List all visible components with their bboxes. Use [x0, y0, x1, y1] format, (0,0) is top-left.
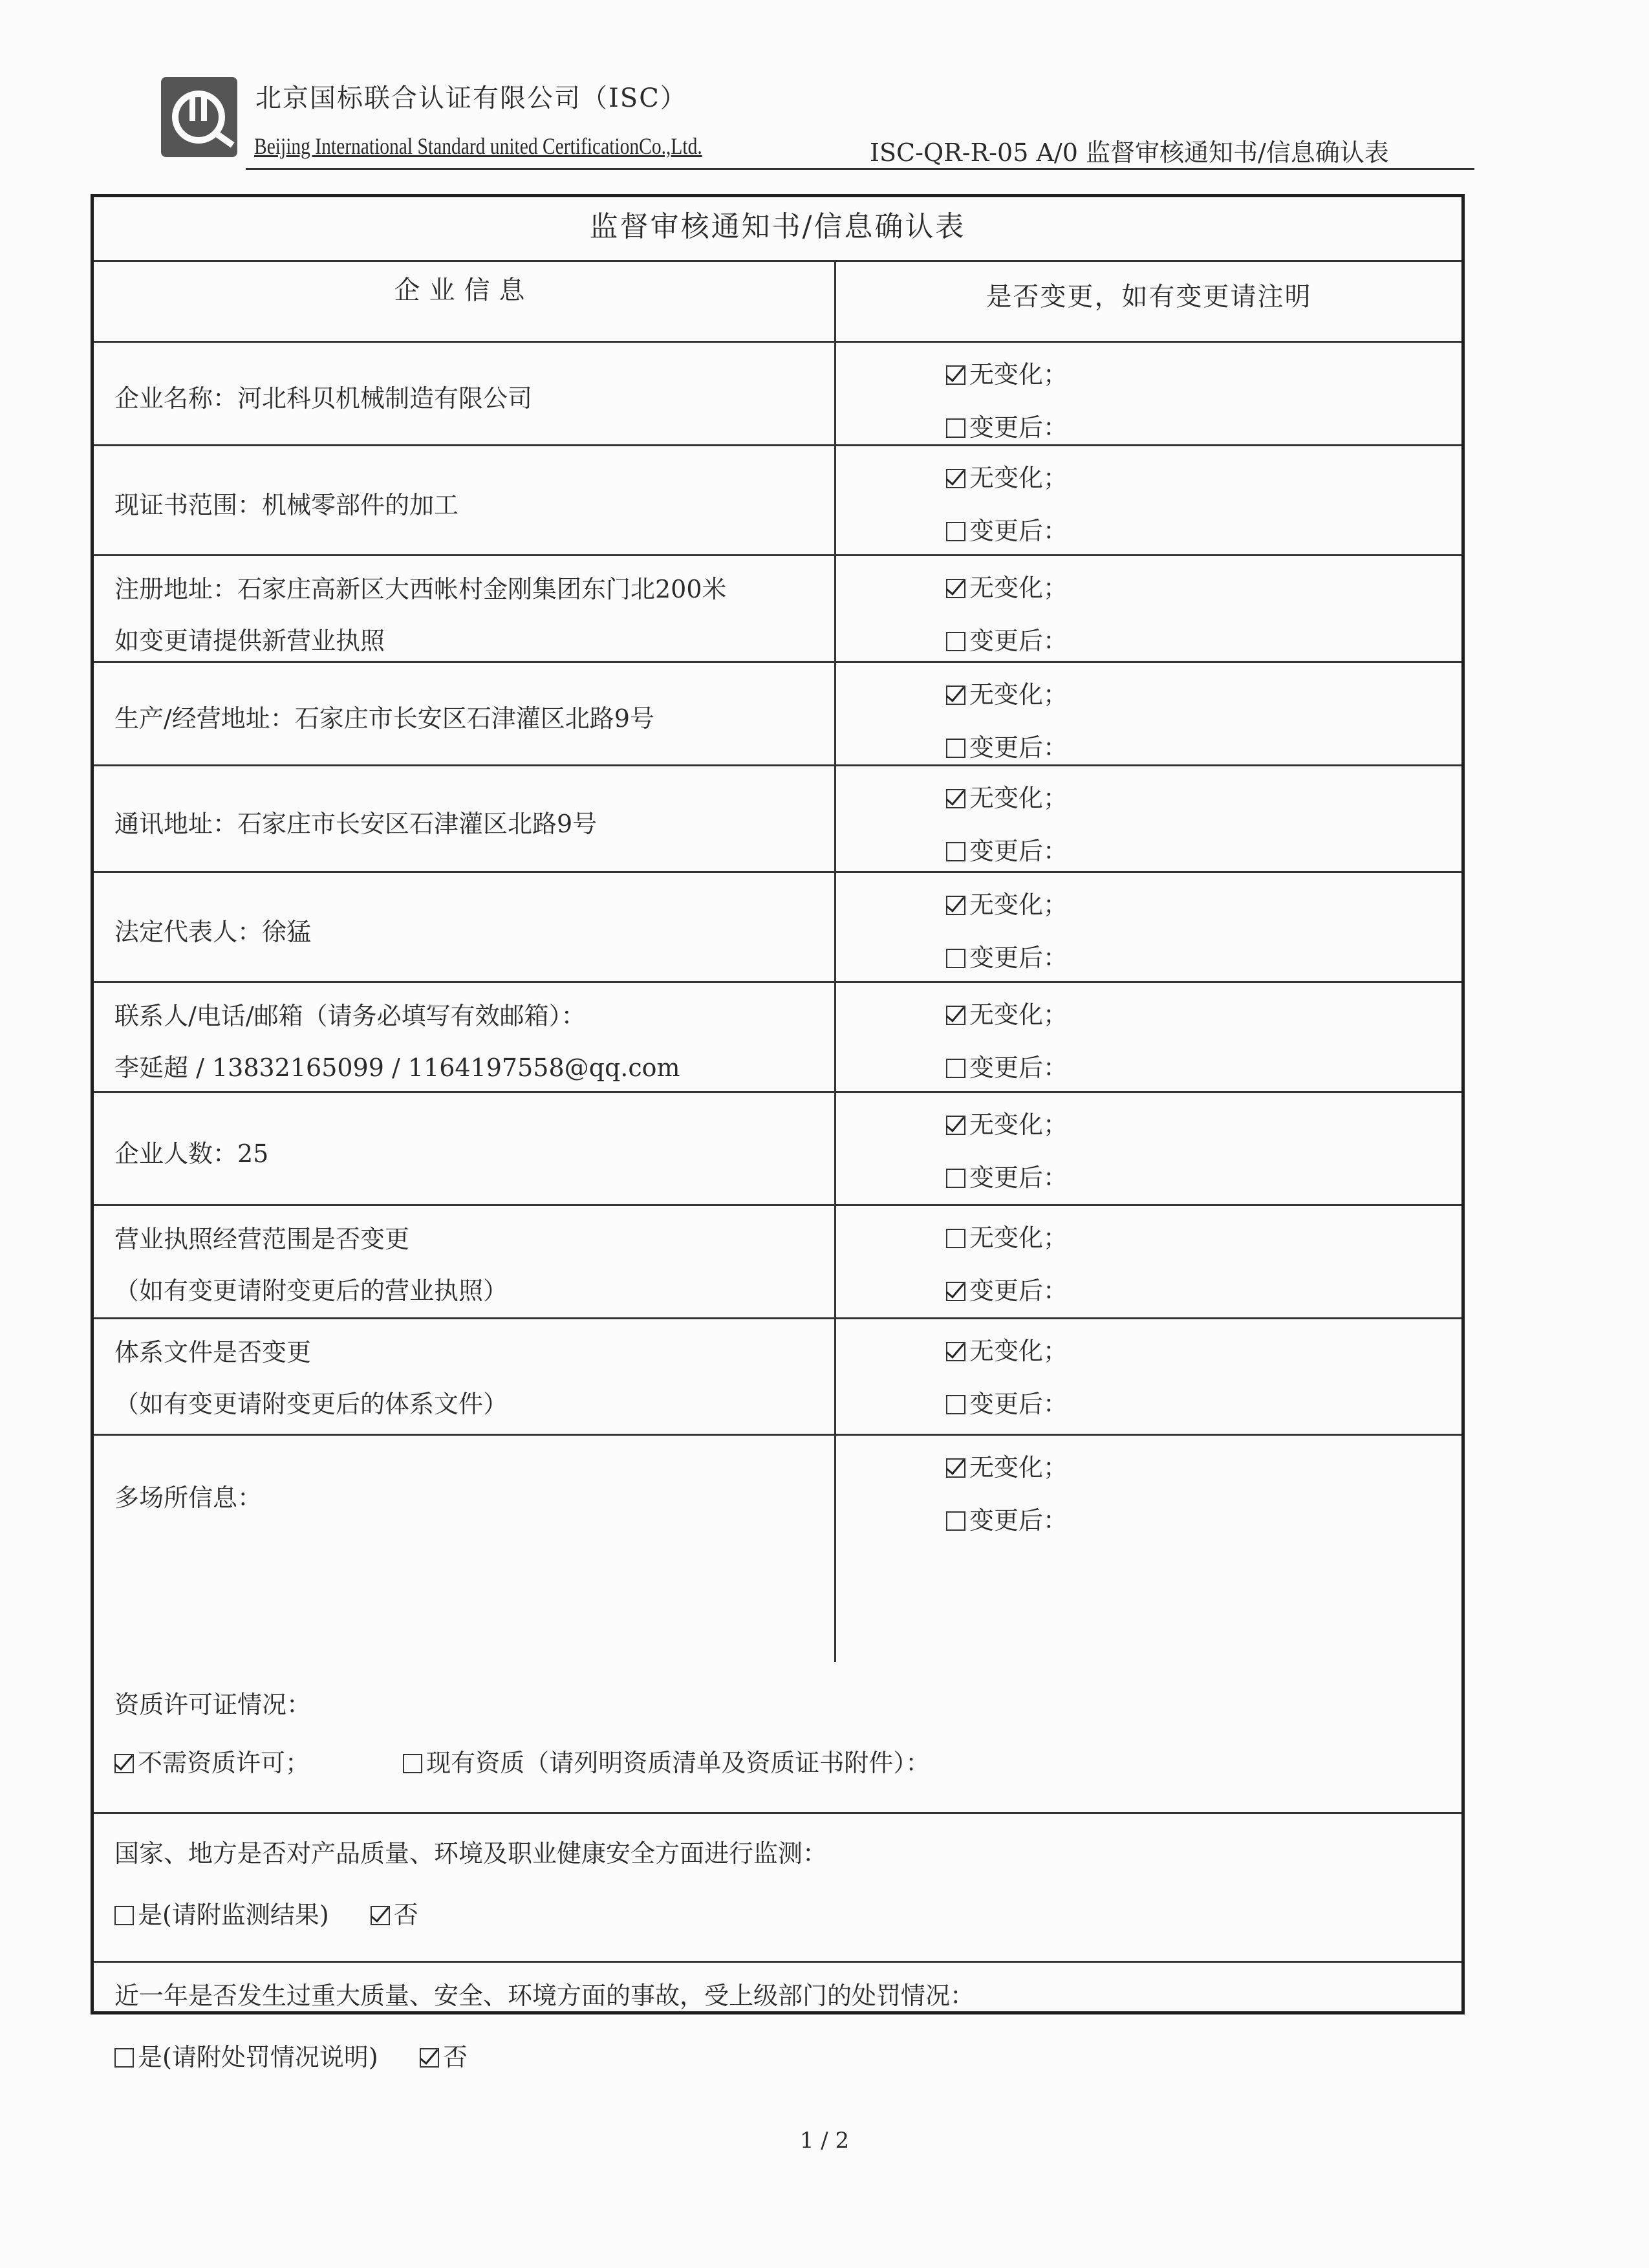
checkbox-icon: [946, 522, 965, 541]
checkbox-icon: [946, 1229, 965, 1248]
info-label: 注册地址：石家庄高新区大西帐村金刚集团东门北200米: [114, 575, 727, 603]
checkbox-icon: [946, 686, 965, 705]
checkbox-icon: [946, 1059, 965, 1078]
info-row: [94, 766, 1461, 873]
no-change-option[interactable]: 无变化；: [946, 568, 1068, 603]
changed-option[interactable]: 变更后：: [946, 511, 1068, 546]
no-change-option[interactable]: 无变化；: [946, 1331, 1068, 1366]
changed-option[interactable]: 变更后：: [946, 1500, 1068, 1536]
info-label-cell: [94, 663, 834, 764]
info-label-cell: [94, 1206, 834, 1317]
change-status-cell: [836, 1319, 1461, 1434]
info-label-cell: [94, 1093, 834, 1204]
checkbox-checked-icon: [420, 2048, 439, 2068]
info-label-cell: [94, 873, 834, 981]
info-row: [94, 1436, 1461, 1552]
checkbox-icon: [946, 842, 965, 861]
checkbox-icon: [946, 1282, 965, 1301]
no-change-option[interactable]: 无变化；: [946, 1447, 1068, 1483]
no-change-option[interactable]: 无变化；: [946, 885, 1068, 920]
has-qualification-checkbox[interactable]: 现有资质（请列明资质清单及资质证书附件）：: [403, 1749, 930, 1777]
changed-option[interactable]: 变更后：: [946, 1048, 1068, 1083]
change-status-cell: [836, 1093, 1461, 1204]
change-status-cell: [836, 983, 1461, 1091]
right-header-cell: [836, 262, 1461, 341]
changed-option[interactable]: 变更后：: [946, 621, 1068, 656]
info-row: [94, 1319, 1461, 1436]
accident-yes-checkbox[interactable]: 是(请附处罚情况说明): [114, 2043, 378, 2071]
checkbox-icon: [946, 739, 965, 758]
checkbox-icon: [946, 789, 965, 808]
no-qualification-checkbox[interactable]: 不需资质许可；: [114, 1749, 310, 1777]
info-label: 营业执照经营范围是否变更: [114, 1225, 410, 1253]
confirmation-form: [91, 194, 1465, 2071]
monitoring-yes-checkbox[interactable]: 是(请附监测结果): [114, 1901, 329, 1929]
form-title: 监督审核通知书/信息确认表: [94, 197, 1461, 262]
change-status-cell: [836, 1206, 1461, 1317]
info-label-cell: [94, 766, 834, 871]
monitoring-section: [94, 1814, 1461, 1963]
no-change-option[interactable]: 无变化；: [946, 995, 1068, 1030]
checkbox-icon: [946, 1511, 965, 1531]
checkbox-checked-icon: [114, 1754, 134, 1773]
info-label: 企业名称：河北科贝机械制造有限公司: [114, 384, 533, 413]
info-label: 企业人数：25: [114, 1139, 269, 1168]
column-header-row: [94, 262, 1461, 343]
checkbox-icon: [946, 632, 965, 651]
left-column-header: 企业信息: [394, 275, 534, 305]
qualification-section: [94, 1662, 1461, 1814]
no-change-option[interactable]: 无变化；: [946, 1105, 1068, 1140]
info-label: 李延超 / 13832165099 / 1164197558@qq.com: [114, 1053, 680, 1082]
changed-option[interactable]: 变更后：: [946, 831, 1068, 867]
checkbox-icon: [946, 579, 965, 598]
checkbox-icon: [114, 2048, 134, 2068]
info-label: 如变更请提供新营业执照: [114, 627, 385, 655]
checkbox-icon: [946, 1169, 965, 1188]
changed-option[interactable]: 变更后：: [946, 938, 1068, 973]
header-divider: [246, 168, 1474, 170]
checkbox-icon: [114, 1906, 134, 1925]
no-change-option[interactable]: 无变化；: [946, 458, 1068, 493]
no-change-option[interactable]: 无变化；: [946, 675, 1068, 710]
info-label-cell: [94, 983, 834, 1091]
change-status-cell: [836, 766, 1461, 871]
qualification-title: 资质许可证情况：: [114, 1690, 312, 1719]
info-label: 法定代表人：徐猛: [114, 918, 312, 946]
accident-title: 近一年是否发生过重大质量、安全、环境方面的事故，受上级部门的处罚情况：: [114, 1982, 975, 2010]
no-change-option[interactable]: 无变化；: [946, 778, 1068, 814]
info-row: [94, 1093, 1461, 1206]
changed-option[interactable]: 变更后：: [946, 407, 1068, 443]
isc-logo: [158, 74, 242, 162]
change-status-cell: [836, 446, 1461, 554]
no-change-option[interactable]: 无变化；: [946, 1218, 1068, 1253]
accident-options: [114, 2037, 468, 2073]
document-code: ISC-QR-R-05 A/0 监督审核通知书/信息确认表: [870, 138, 1389, 167]
changed-option[interactable]: 变更后：: [946, 1271, 1068, 1306]
info-label-cell: [94, 343, 834, 444]
checkbox-icon: [946, 896, 965, 915]
info-row: [94, 446, 1461, 556]
checkbox-icon: [946, 469, 965, 488]
change-status-cell: [836, 663, 1461, 764]
checkbox-checked-icon: [371, 1906, 390, 1925]
changed-option[interactable]: 变更后：: [946, 1158, 1068, 1193]
info-row: [94, 663, 1461, 766]
info-row: [94, 983, 1461, 1093]
info-label-cell: [94, 1436, 834, 1552]
info-label: 通讯地址：石家庄市长安区石津灌区北路9号: [114, 809, 598, 838]
info-row: [94, 1206, 1461, 1319]
info-label: 多场所信息：: [114, 1484, 263, 1512]
change-status-cell: [836, 873, 1461, 981]
checkbox-icon: [946, 1342, 965, 1361]
checkbox-icon: [946, 418, 965, 438]
checkbox-icon: [946, 1458, 965, 1478]
monitoring-title: 国家、地方是否对产品质量、环境及职业健康安全方面进行监测：: [114, 1839, 828, 1868]
checkbox-icon: [946, 1116, 965, 1135]
info-label: 现证书范围：机械零部件的加工: [114, 491, 459, 519]
left-header-cell: [94, 262, 834, 341]
info-label: （如有变更请附变更后的营业执照）: [114, 1277, 508, 1305]
accident-no-checkbox[interactable]: 否: [420, 2043, 468, 2071]
right-column-header: 是否变更，如有变更请注明: [986, 282, 1312, 312]
info-row: [94, 556, 1461, 663]
changed-option[interactable]: 变更后：: [946, 1384, 1068, 1420]
page-number: 1 / 2: [799, 2128, 850, 2154]
info-label-cell: [94, 556, 834, 661]
checkbox-icon: [946, 949, 965, 968]
changed-option[interactable]: 变更后：: [946, 728, 1068, 763]
company-name-en: Beijing International Standard united CertificationCo.,Ltd.: [254, 133, 702, 159]
company-name-cn: 北京国标联合认证有限公司（ISC）: [255, 83, 687, 113]
checkbox-icon: [946, 1395, 965, 1414]
change-status-cell: [836, 1436, 1461, 1552]
info-row: [94, 873, 1461, 983]
change-status-cell: [836, 556, 1461, 661]
info-label: 生产/经营地址：石家庄市长安区石津灌区北路9号: [114, 704, 654, 733]
info-label-cell: [94, 1319, 834, 1434]
info-label: 联系人/电话/邮箱（请务必填写有效邮箱）：: [114, 1002, 586, 1030]
info-label-cell: [94, 446, 834, 554]
info-label: 体系文件是否变更: [114, 1338, 312, 1366]
accident-section: [94, 1963, 1461, 2115]
monitoring-options: [114, 1895, 418, 1930]
checkbox-icon: [946, 1006, 965, 1025]
info-label: （如有变更请附变更后的体系文件）: [114, 1390, 508, 1418]
change-status-cell: [836, 343, 1461, 444]
qualification-options: [114, 1743, 930, 1778]
checkbox-icon: [403, 1754, 422, 1773]
monitoring-no-checkbox[interactable]: 否: [371, 1901, 418, 1929]
no-change-option[interactable]: 无变化；: [946, 354, 1068, 390]
info-row: [94, 343, 1461, 446]
checkbox-icon: [946, 365, 965, 385]
